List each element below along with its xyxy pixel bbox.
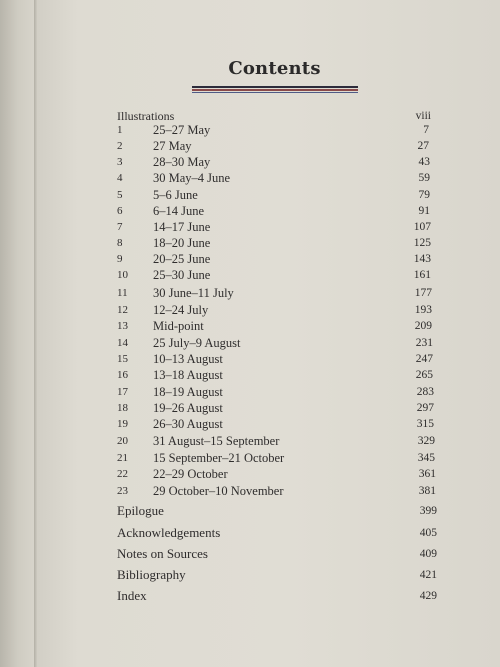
page-number: 79	[418, 189, 430, 201]
toc-entry	[0, 416, 434, 432]
toc-entry	[0, 138, 429, 154]
page-number: 107	[413, 221, 431, 233]
entry-label: 14–17 June	[153, 220, 211, 234]
chapter-number: 18	[117, 402, 128, 414]
toc-entry	[0, 302, 432, 318]
chapter-number: 9	[117, 253, 123, 265]
toc-entry	[0, 450, 435, 466]
toc-entry	[0, 525, 437, 541]
page-number: 345	[417, 452, 435, 464]
page-number: 283	[416, 386, 434, 398]
entry-label: 5–6 June	[153, 188, 198, 202]
page-number: 7	[423, 124, 429, 136]
toc-entry	[0, 546, 437, 562]
toc-entry	[0, 503, 437, 519]
toc-entry	[0, 187, 430, 203]
entry-label: 18–19 August	[153, 385, 223, 399]
page-number: 91	[418, 205, 430, 217]
page-number: 59	[418, 172, 430, 184]
chapter-number: 4	[117, 172, 123, 184]
chapter-number: 23	[117, 485, 128, 497]
entry-label: Notes on Sources	[117, 546, 208, 561]
chapter-number: 11	[117, 287, 128, 299]
chapter-number: 13	[117, 320, 128, 332]
page-number: 399	[419, 505, 437, 517]
chapter-number: 17	[117, 386, 128, 398]
entry-label: 29 October–10 November	[153, 484, 284, 498]
toc-entry	[0, 154, 430, 170]
entry-label: Acknowledgements	[117, 525, 221, 540]
chapter-number: 2	[117, 140, 123, 152]
entry-label: Illustrations	[117, 109, 175, 123]
title-rule	[192, 86, 358, 94]
toc-entry	[0, 384, 434, 400]
entry-label: 28–30 May	[153, 155, 211, 169]
page-title: Contents	[228, 58, 321, 79]
page-number: 193	[414, 304, 432, 316]
entry-label: 10–13 August	[153, 352, 223, 366]
page-number: 161	[413, 269, 431, 281]
chapter-number: 16	[117, 369, 128, 381]
page-number: 381	[418, 485, 436, 497]
toc-entry	[0, 433, 435, 449]
entry-label: 6–14 June	[153, 204, 205, 218]
entry-label: 27 May	[153, 139, 192, 153]
toc-entry	[0, 351, 433, 367]
toc-entry	[0, 400, 434, 416]
page-number: 297	[416, 402, 434, 414]
entry-label: Index	[117, 588, 147, 603]
page-number: 405	[419, 527, 437, 539]
toc-entry	[0, 267, 431, 283]
entry-label: Bibliography	[117, 567, 186, 582]
entry-label: 30 May–4 June	[153, 171, 231, 185]
page-number: 265	[415, 369, 433, 381]
entry-label: 26–30 August	[153, 417, 223, 431]
page-number: 361	[418, 468, 436, 480]
chapter-number: 19	[117, 418, 128, 430]
chapter-number: 6	[117, 205, 123, 217]
page-number: 247	[415, 353, 433, 365]
toc-entry	[0, 588, 437, 604]
entry-label: 25–27 May	[153, 123, 211, 137]
page-number: 315	[416, 418, 434, 430]
chapter-number: 7	[117, 221, 123, 233]
page-number: 125	[413, 237, 431, 249]
entry-label: 20–25 June	[153, 252, 211, 266]
chapter-number: 1	[117, 124, 123, 136]
toc-entry	[0, 285, 432, 301]
toc-entry	[0, 122, 429, 138]
page-number: 43	[418, 156, 430, 168]
toc-entry	[0, 170, 430, 186]
page-number: 421	[419, 569, 437, 581]
entry-label: 12–24 July	[153, 303, 209, 317]
chapter-number: 8	[117, 237, 123, 249]
chapter-number: 14	[117, 337, 128, 349]
toc-entry	[0, 335, 433, 351]
entry-label: 19–26 August	[153, 401, 223, 415]
entry-label: Mid-point	[153, 319, 204, 333]
chapter-number: 22	[117, 468, 128, 480]
entry-label: 25 July–9 August	[153, 336, 241, 350]
chapter-number: 10	[117, 269, 128, 281]
toc-entry	[0, 235, 431, 251]
chapter-number: 20	[117, 435, 128, 447]
entry-label: 18–20 June	[153, 236, 211, 250]
entry-label: 13–18 August	[153, 368, 223, 382]
page-number: 429	[419, 590, 437, 602]
page-number: 409	[419, 548, 437, 560]
entry-label: 15 September–21 October	[153, 451, 285, 465]
chapter-number: 12	[117, 304, 128, 316]
entry-label: 31 August–15 September	[153, 434, 280, 448]
entry-label: 30 June–11 July	[153, 286, 234, 300]
page-number: viii	[415, 110, 431, 122]
chapter-number: 21	[117, 452, 128, 464]
page-number: 177	[414, 287, 432, 299]
toc-entry	[0, 219, 431, 235]
page-number: 209	[414, 320, 432, 332]
chapter-number: 15	[117, 353, 128, 365]
chapter-number: 3	[117, 156, 123, 168]
page-number: 143	[413, 253, 431, 265]
entry-label: Epilogue	[117, 503, 164, 518]
toc-entry	[0, 466, 436, 482]
toc-entry	[0, 251, 431, 267]
toc-entry	[0, 203, 430, 219]
toc-entry	[0, 367, 433, 383]
entry-label: 25–30 June	[153, 268, 211, 282]
page-number: 231	[415, 337, 433, 349]
chapter-number: 5	[117, 189, 123, 201]
toc-entry	[0, 483, 436, 499]
page-number: 329	[417, 435, 435, 447]
toc-entry	[0, 318, 432, 334]
toc-entry	[0, 567, 437, 583]
page-number: 27	[417, 140, 429, 152]
entry-label: 22–29 October	[153, 467, 228, 481]
